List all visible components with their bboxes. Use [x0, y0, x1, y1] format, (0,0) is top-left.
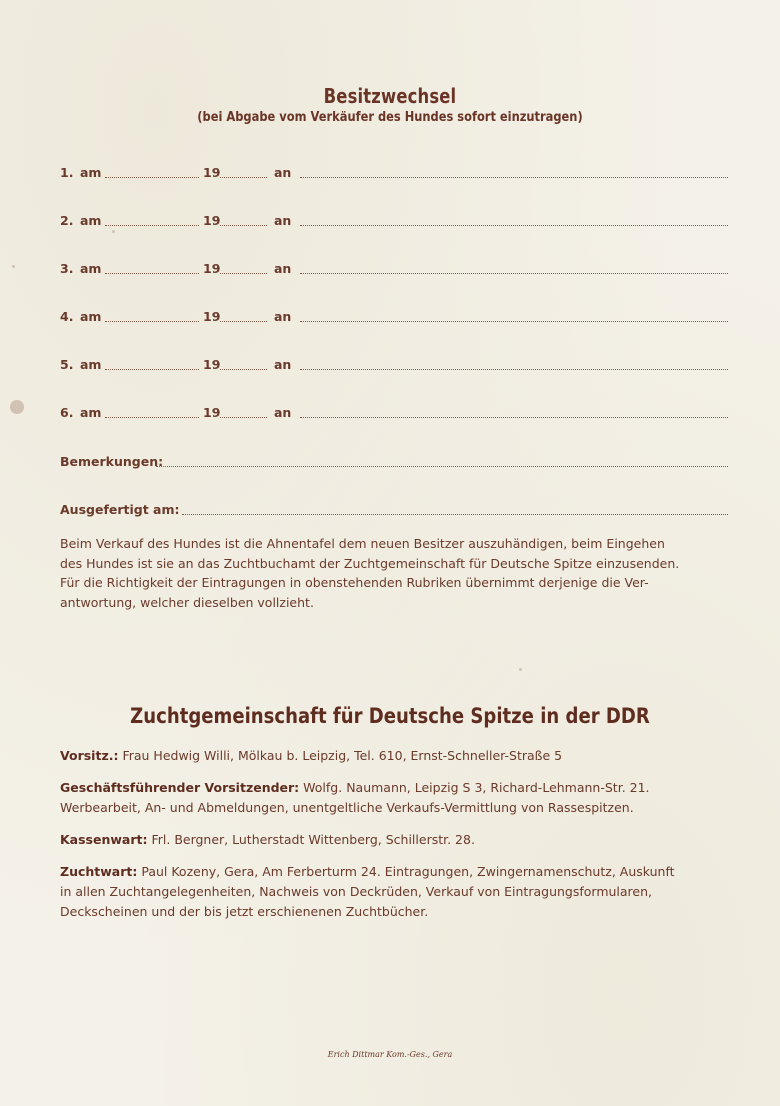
remarks-label: Bemerkungen:: [60, 454, 164, 469]
treasurer-text: Frl. Bergner, Lutherstadt Wittenberg, Schillerstr. 28.: [147, 832, 475, 847]
managing-chair-info: [60, 778, 740, 818]
year-field[interactable]: [220, 369, 267, 370]
breeding-warden-text-2: in allen Zuchtangelegenheiten, Nachweis von Deckrüden, Verkauf von Eintragungsformularen,: [60, 884, 653, 899]
breeding-warden-text-3: Deckscheinen und der bis jetzt erschienenen Zuchtbücher.: [60, 904, 429, 919]
breeding-warden-info: [60, 862, 740, 922]
row-number: 1.: [60, 165, 74, 180]
chair-info: [60, 746, 740, 766]
an-label: an: [274, 165, 292, 180]
paper-speck: [12, 265, 15, 268]
year-prefix: 19: [203, 165, 221, 180]
row-number: 4.: [60, 309, 74, 324]
row-number: 5.: [60, 357, 74, 372]
notice-line: Beim Verkauf des Hundes ist die Ahnentafel dem neuen Besitzer auszuhändigen, beim Eingehen: [60, 536, 665, 551]
date-field[interactable]: [105, 273, 199, 274]
am-label: am: [80, 261, 102, 276]
breeding-warden-label: Zuchtwart:: [60, 864, 138, 879]
row-number: 6.: [60, 405, 74, 420]
year-prefix: 19: [203, 261, 221, 276]
year-prefix: 19: [203, 405, 221, 420]
remarks-row: [60, 451, 730, 469]
transfer-row-6: [60, 402, 730, 420]
remarks-field[interactable]: [156, 466, 728, 467]
am-label: am: [80, 213, 102, 228]
year-field[interactable]: [220, 177, 267, 178]
notice-line: antwortung, welcher dieselben vollzieht.: [60, 594, 314, 610]
new-owner-field[interactable]: [300, 225, 728, 226]
treasurer-info: [60, 830, 740, 850]
date-field[interactable]: [105, 177, 199, 178]
new-owner-field[interactable]: [300, 369, 728, 370]
am-label: am: [80, 405, 102, 420]
date-field[interactable]: [105, 321, 199, 322]
new-owner-field[interactable]: [300, 321, 728, 322]
row-number: 2.: [60, 213, 74, 228]
notice-paragraph: [60, 534, 730, 612]
year-field[interactable]: [220, 273, 267, 274]
notice-line: des Hundes ist sie an das Zuchtbuchamt der Zuchtgemeinschaft für Deutsche Spitze einzusenden.: [60, 555, 680, 571]
an-label: an: [274, 309, 292, 324]
new-owner-field[interactable]: [300, 273, 728, 274]
section-title: Besitzwechsel: [323, 84, 457, 108]
paper-speck: [10, 400, 24, 414]
date-field[interactable]: [105, 369, 199, 370]
chair-text: Frau Hedwig Willi, Mölkau b. Leipzig, Tel. 610, Ernst-Schneller-Straße 5: [118, 748, 563, 763]
issued-field[interactable]: [182, 514, 728, 515]
issued-row: [60, 499, 730, 517]
date-field[interactable]: [105, 225, 199, 226]
paper-speck: [519, 668, 522, 671]
breeding-warden-text: Paul Kozeny, Gera, Am Ferberturm 24. Eintragungen, Zwingernamenschutz, Auskunft: [137, 864, 675, 879]
year-field[interactable]: [220, 321, 267, 322]
transfer-row-1: [60, 162, 730, 180]
year-field[interactable]: [220, 417, 267, 418]
organization-title: Zuchtgemeinschaft für Deutsche Spitze in der DDR: [130, 704, 650, 728]
section-subtitle: (bei Abgabe vom Verkäufer des Hundes sofort einzutragen): [197, 110, 583, 125]
an-label: an: [274, 405, 292, 420]
transfer-row-2: [60, 210, 730, 228]
managing-chair-label: Geschäftsführender Vorsitzender:: [60, 780, 300, 795]
printer-imprint: Erich Dittmar Kom.-Ges., Gera: [327, 1050, 453, 1059]
an-label: an: [274, 261, 292, 276]
am-label: am: [80, 165, 102, 180]
transfer-row-5: [60, 354, 730, 372]
managing-chair-text-2: Werbearbeit, An- und Abmeldungen, unentgeltliche Verkaufs-Vermittlung von Rassespitzen.: [60, 800, 634, 815]
treasurer-label: Kassenwart:: [60, 832, 148, 847]
row-number: 3.: [60, 261, 74, 276]
year-prefix: 19: [203, 309, 221, 324]
transfer-row-4: [60, 306, 730, 324]
new-owner-field[interactable]: [300, 417, 728, 418]
year-prefix: 19: [203, 213, 221, 228]
am-label: am: [80, 357, 102, 372]
am-label: am: [80, 309, 102, 324]
paper-speck: [112, 230, 115, 233]
an-label: an: [274, 213, 292, 228]
chair-label: Vorsitz.:: [60, 748, 119, 763]
issued-label: Ausgefertigt am:: [60, 502, 180, 517]
an-label: an: [274, 357, 292, 372]
new-owner-field[interactable]: [300, 177, 728, 178]
managing-chair-text: Wolfg. Naumann, Leipzig S 3, Richard-Lehmann-Str. 21.: [299, 780, 650, 795]
date-field[interactable]: [105, 417, 199, 418]
year-field[interactable]: [220, 225, 267, 226]
year-prefix: 19: [203, 357, 221, 372]
notice-line: Für die Richtigkeit der Eintragungen in obenstehenden Rubriken übernimmt derjenige die Ver-: [60, 575, 649, 590]
transfer-row-3: [60, 258, 730, 276]
